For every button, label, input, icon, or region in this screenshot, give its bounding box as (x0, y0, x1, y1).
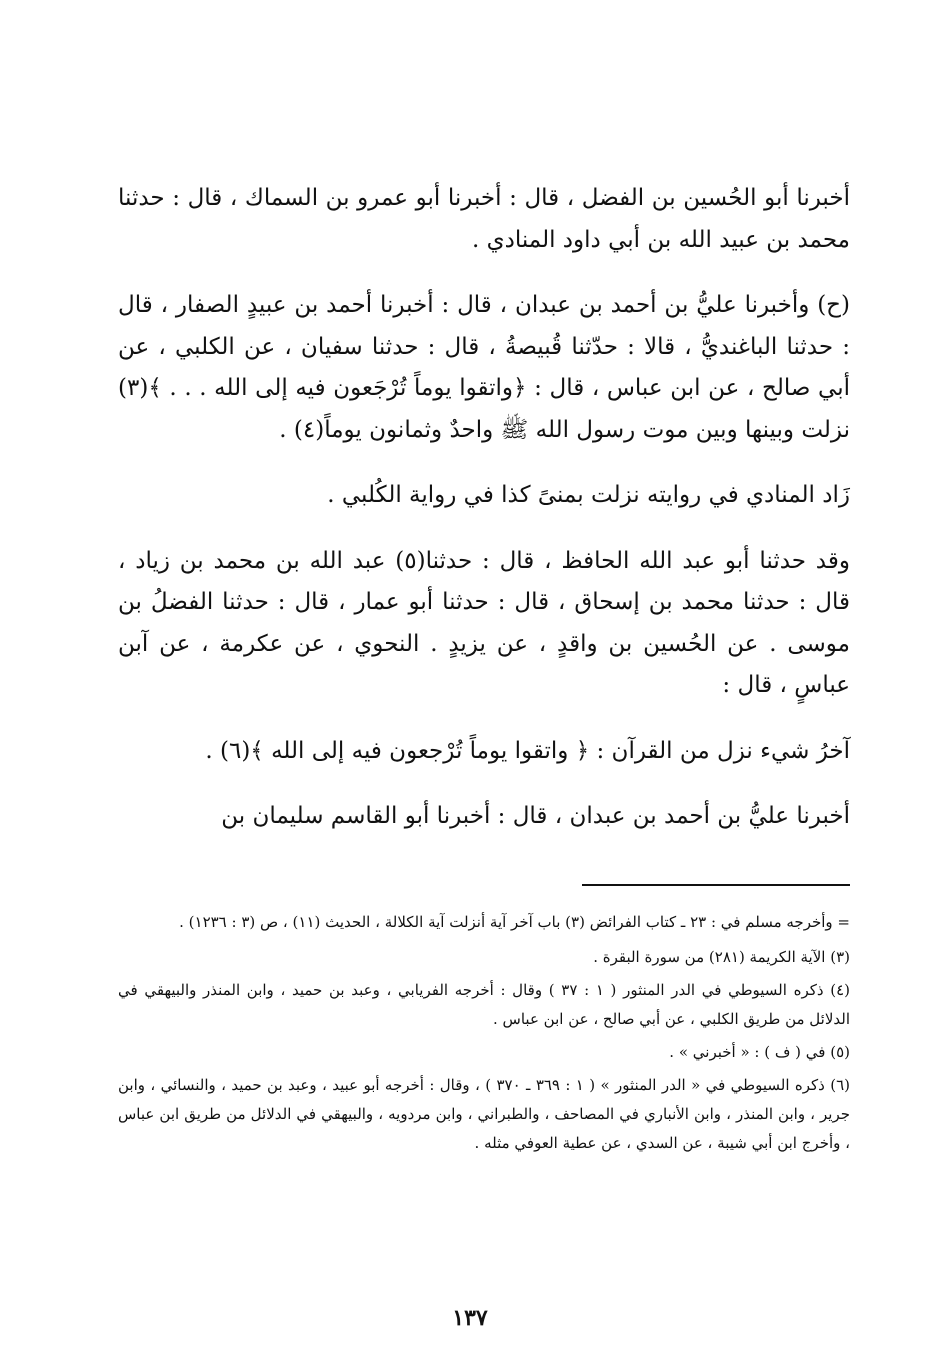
footnote-4: (٤) ذكره السيوطي في الدر المنثور ( ١ : ٣٧ ) وقال : أخرجه الفريابي ، وعبد بن حميد ، وابن المنذر والبيهقي في الدلائل من طريق الكلبي ، عن أبي صالح ، عن ابن عباس . (118, 981, 850, 1028)
footnote-divider (582, 884, 850, 886)
main-text (118, 178, 850, 838)
paragraph-4: وقد حدثنا أبو عبد الله الحافظ ، قال : حدثنا(٥) عبد الله بن محمد بن زياد ، قال : حدثنا محمد بن إسحاق ، قال : حدثنا أبو عمار ، قال : حدثنا الفضلُ بن موسى . عن الحُسين بن واقدٍ ، عن يزيدٍ . النحوي ، عن عكرمة ، عن آبن عباسٍ ، قال : (118, 547, 850, 698)
paragraph-2: (ح) وأخبرنا عليُّ بن أحمد بن عبدان ، قال : أخبرنا أحمد بن عبيدٍ الصفار ، قال : حدثنا الباغنديُّ ، قالا : حدّثنا قُبيصةُ ، قال : حدثنا سفيان ، عن الكلبي ، عن أبي صالح ، عن ابن عباس ، قال : ﴿واتقوا يوماً تُرْجَعون فيه إلى الله . . . ﴾(٣) نزلت وبينها وبين موت رسول الله ﷺ واحدٌ وثمانون يوماً(٤) . (118, 292, 850, 443)
footnotes (118, 908, 850, 1162)
footnote-5: (٥) في ( ف ) : « أخبرني » . (669, 1043, 850, 1061)
paragraph-3: زَاد المنادي في روايته نزلت بمنىً كذا في رواية الكُلبي . (327, 482, 850, 508)
footnote-3: (٣) الآية الكريمة (٢٨١) من سورة البقرة . (593, 948, 850, 966)
page-number: ١٣٧ (452, 1305, 488, 1331)
paragraph-5: آخرُ شيء نزل من القرآن : ﴿ واتقوا يوماً تُرْجعون فيه إلى الله ﴾(٦) . (205, 737, 850, 764)
footnote-continuation: = وأخرجه مسلم في : ٢٣ ـ كتاب الفرائض (٣) باب آخر آية أنزلت آية الكلالة ، الحديث (١١) ، ص (٣ : ١٢٣٦) . (179, 913, 850, 931)
paragraph-6: أخبرنا عليُّ بن أحمد بن عبدان ، قال : أخبرنا أبو القاسم سليمان بن (221, 803, 850, 829)
paragraph-1: أخبرنا أبو الحُسين بن الفضل ، قال : أخبرنا أبو عمرو بن السماك ، قال : حدثنا محمد بن عبيد الله بن أبي داود المنادي . (118, 185, 850, 253)
footnote-6: (٦) ذكره السيوطي في « الدر المنثور » ( ١ : ٣٦٩ ـ ٣٧٠ ) ، وقال : أخرجه أبو عبيد ، وعبد بن حميد ، والنسائي ، وابن جرير ، وابن المنذر ، وابن الأنباري في المصاحف ، والطبراني ، وابن مردويه ، والبيهقي في الدلائل من طريق ابن عباس ، وأخرج ابن أبي شيبة ، عن السدي ، عن عطية العوفي مثله . (118, 1076, 851, 1152)
